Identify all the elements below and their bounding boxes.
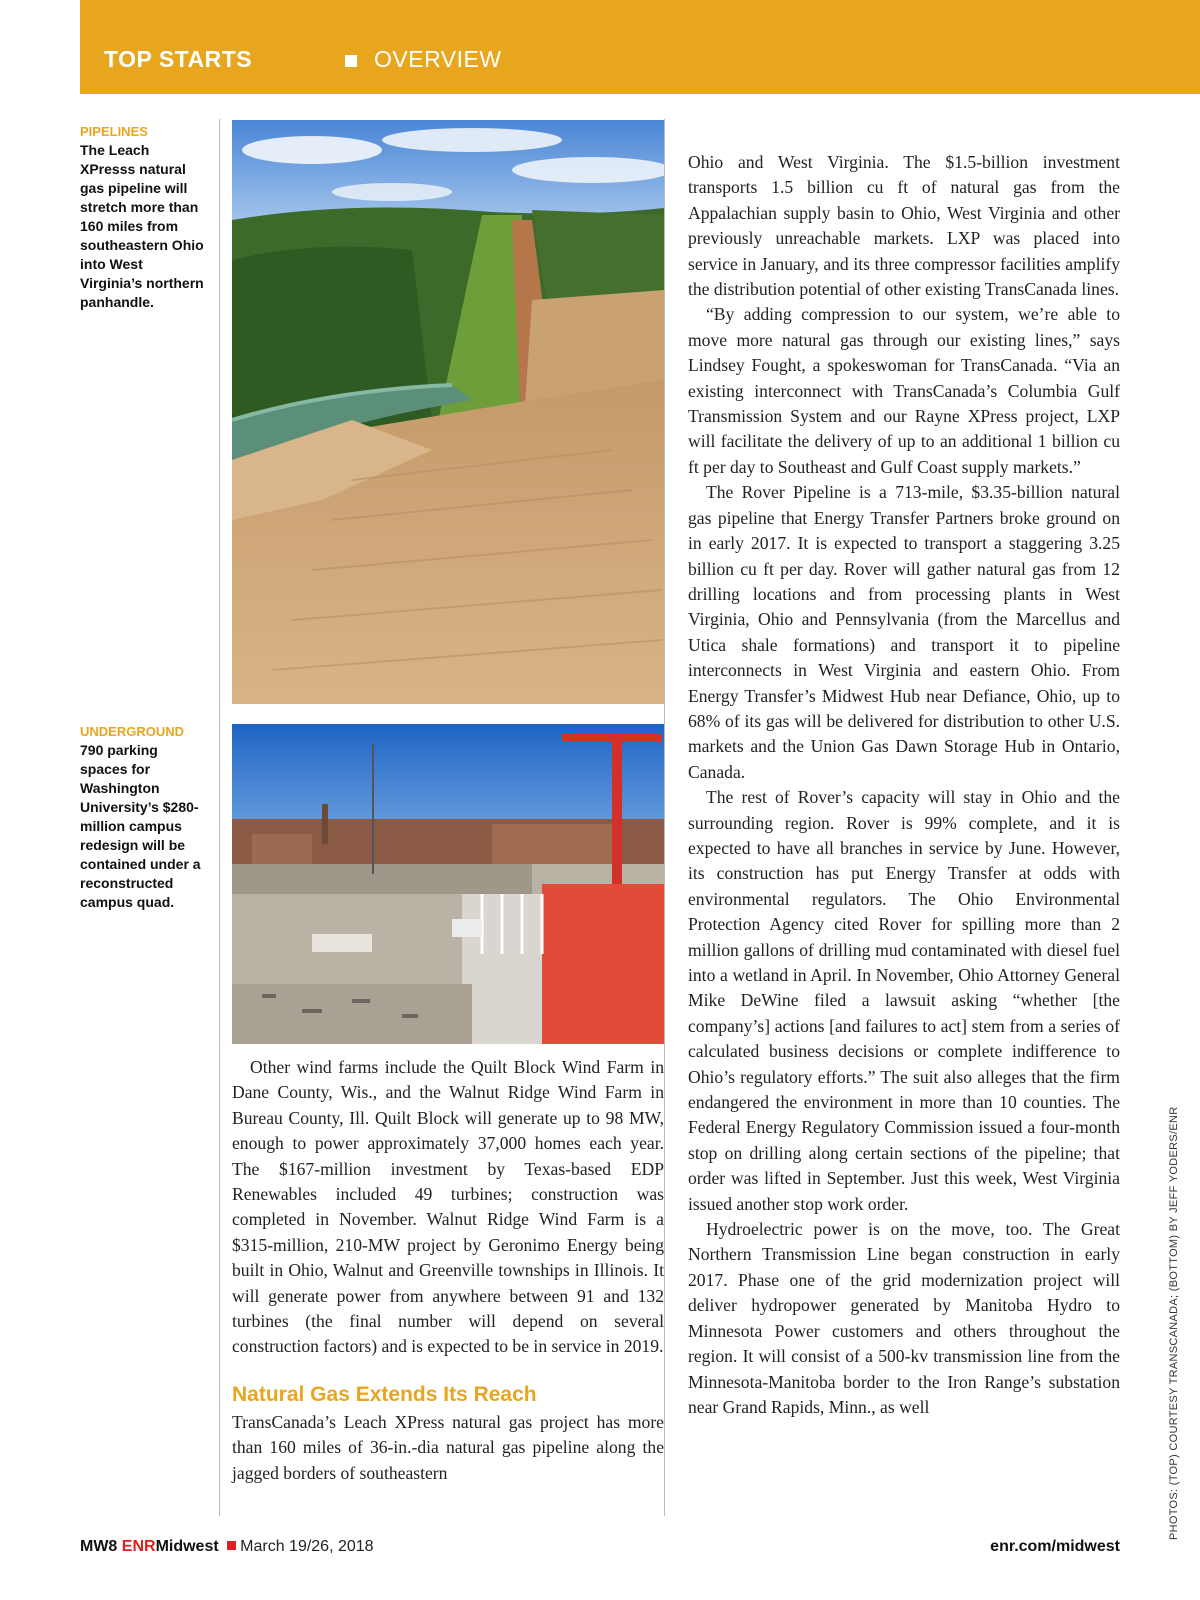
column-rule-right (664, 119, 665, 1516)
right-paragraph: Ohio and West Virginia. The $1.5-billion investment transports 1.5 billion cu ft of natural gas from the Appalachian supply basin to Ohio, West Virginia and other previously unreachable markets. LXP was placed into service in January, and its three compressor facilities amplify the distribution potential of other existing TransCanada lines. (688, 152, 1120, 300)
middle-paragraph: Other wind farms include the Quilt Block Wind Farm in Dane County, Wis., and the Walnut Ridge Wind Farm in Bureau County, Ill. Quilt Block will generate up to 98 MW, enough to power approximately 37,000 homes each year. The $167-million investment by Texas-based EDP Renewables included 49 turbines; construction was completed in November. Walnut Ridge Wind Farm is a $315-million, 210-MW project by Geronimo Energy being built in Ohio, Walnut and Greenville townships in Illinois. It will generate power from anywhere between 91 and 132 turbines (the final number will depend on several construction factors) and is expected to be in service in 2019. (232, 1057, 664, 1357)
right-column (688, 150, 1120, 1420)
right-paragraph: The rest of Rover’s capacity will stay in Ohio and the surrounding region. Rover is 99% complete, and it is expected to have all branches in service by June. However, its construction has put Energy Transfer at odds with environmental regulators. The Ohio Environmental Protection Agency cited Rover for spilling more than 2 million gallons of drilling mud contaminated with diesel fuel into a wetland in April. In November, Ohio Attorney General Mike DeWine filed a lawsuit asking “whether [the company’s] actions [and failures to act] stem from a series of calculated business decisions or complete indifference to Ohio’s regulatory efforts.” The suit also alleges that the firm endangered the environment in more than 10 counties. The Federal Energy Regulatory Commission issued a four-month stop on drilling along certain sections of the pipeline; that order was lifted in September. Just this week, West Virginia issued another stop work order. (688, 787, 1120, 1214)
page-number: MW8 (80, 1538, 118, 1555)
issue-date: March 19/26, 2018 (240, 1538, 374, 1555)
header-square-bullet (345, 55, 357, 67)
footer-left (80, 1538, 374, 1556)
caption-label: UNDERGROUND (80, 724, 184, 739)
right-paragraph: Hydroelectric power is on the move, too. The Great Northern Transmission Line began construction in early 2017. Phase one of the grid modernization project will deliver hydropower generated by Manitoba Hydro to Minnesota Power customers and others throughout the region. It will consist of a 500-kv transmission line from the Minnesota-Manitoba border to the Iron Range’s substation near Grand Rapids, Minn., as well (688, 1219, 1120, 1417)
section-title: TOP STARTS (104, 46, 253, 72)
pipeline-photo (232, 120, 664, 704)
section-headline: Natural Gas Extends Its Reach (232, 1382, 537, 1406)
section-header (80, 0, 1200, 94)
right-paragraph: “By adding compression to our system, we’re able to move more natural gas through our existing lines,” says Lindsey Fought, a spokeswoman for TransCanada. “Via an existing interconnect with TransCanada’s Columbia Gulf Transmission System and our Rayne XPress project, LXP will facilitate the delivery of up to an additional 1 billion cu ft per day to Southeast and Gulf Coast supply markets.” (688, 304, 1120, 477)
site-url[interactable]: enr.com/midwest (990, 1538, 1120, 1555)
caption-label: PIPELINES (80, 124, 148, 139)
brand-midwest: Midwest (155, 1538, 219, 1555)
footer-square-bullet (227, 1541, 236, 1550)
construction-photo (232, 724, 664, 1044)
photo-credit: PHOTOS: (TOP) COURTESY TRANSCANADA; (BOTTOM) BY JEFF YODERS/ENR (1168, 1106, 1180, 1540)
caption-pipelines (80, 122, 208, 312)
footer-right (990, 1538, 1120, 1556)
middle-paragraph: TransCanada’s Leach XPress natural gas project has more than 160 miles of 36-in.-dia natural gas pipeline along the jagged borders of southeastern (232, 1411, 664, 1483)
middle-column (232, 1055, 664, 1486)
caption-text: The Leach XPresss natural gas pipeline will stretch more than 160 miles from southeastern Ohio into West Virginia’s northern panhandle. (80, 142, 204, 310)
section-subtitle: OVERVIEW (374, 46, 502, 72)
caption-underground (80, 722, 208, 912)
caption-text: 790 parking spaces for Washington University’s $280-million campus redesign will be contained under a reconstructed campus quad. (80, 742, 201, 910)
column-rule-left (219, 119, 220, 1516)
right-paragraph: The Rover Pipeline is a 713-mile, $3.35-billion natural gas pipeline that Energy Transfer Partners broke ground on in early 2017. It is expected to transport a staggering 3.25 billion cu ft per day. Rover will gather natural gas from 12 drilling locations and from processing plants in West Virginia, Ohio and Pennsylvania (from the Marcellus and Utica shale formations) and transport it to pipeline interconnects in West Virginia and eastern Ohio. From Energy Transfer’s Midwest Hub near Defiance, Ohio, up to 68% of its gas will be delivered for distribution to other U.S. markets and the Union Gas Dawn Storage Hub in Ontario, Canada. (688, 482, 1120, 782)
brand-enr: ENR (121, 1538, 156, 1555)
